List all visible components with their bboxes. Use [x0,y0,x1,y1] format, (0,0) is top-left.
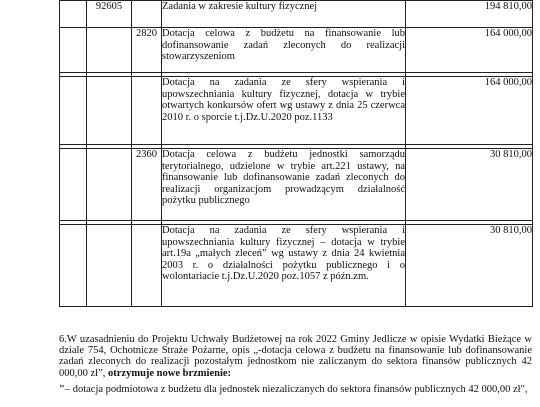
amendment-paragraph [59,334,532,379]
quote-prefix: " [59,384,65,395]
row-description: Dotacja celowa z budżetu na finansowanie lub dofinansowanie zadań zleconych do realizacji stowarzyszeniom [162,28,406,73]
table-row [60,1,533,28]
row-description: Zadania w zakresie kultury fizycznej [162,1,406,28]
row-amount: 194 810,00 [406,1,533,28]
row-description: Dotacja na zadania ze sfery wspierania i upowszechniania kultury fizycznej – dotacja w trybie art.19a „małych zleceń” wg ustawy z dnia 24 kwietnia 2003 r. o działalności pożytku publicznego i o wolontariacie t.j.Dz.U.2020 poz.1057 z późn.zm. [162,225,406,307]
row-amount: 30 810,00 [406,149,533,221]
paragraph-code: 92605 [87,1,132,28]
new-wording-quote [59,384,532,395]
row-amount: 164 000,00 [406,28,533,73]
row-amount: 164 000,00 [406,77,533,145]
table-row [60,149,533,221]
paragraph-text: 6.W uzasadnieniu do Projektu Uchwały Budżetowej na rok 2022 Gminy Jedlicze w opisie Wydatki Bieżące w dziale 754, Ochotnicze Straże Pożarne, opis „-dotacja celowa z budżetu na finansowanie lub dofinansowanie zadań zleconych do realizacji pozostałym jednostkom nie zaliczanym do sektora finansów publicznych 42 000,00 zł”, [59,334,532,379]
quote-text: – dotacja podmiotowa z budżetu dla jednostek niezaliczanych do sektora finansów publicznych 42 000,00 zł", [64,384,528,395]
paragraph-bold-suffix: otrzymuje nowe brzmienie: [105,367,232,379]
section-code: 2360 [132,149,162,221]
row-description: Dotacja na zadania ze sfery wspierania i upowszechniania kultury fizycznej, dotacja w trybie otwartych konkursów ofert wg ustawy z dnia 25 czerwca 2010 r. o sporcie t.j.Dz.U.2020 poz.1133 [162,77,406,145]
section-code: 2820 [132,28,162,73]
table-row [60,28,533,73]
table-row [60,225,533,307]
table-row [60,77,533,145]
budget-table [59,0,533,307]
row-description: Dotacja celowa z budżetu jednostki samorządu terytorialnego, udzielone w trybie art.221 ustawy, na finansowanie lub dofinansowanie zadań zleconych do realizacji organizacjom prowadzącym działalność pożytku publicznego [162,149,406,221]
row-amount: 30 810,00 [406,225,533,307]
